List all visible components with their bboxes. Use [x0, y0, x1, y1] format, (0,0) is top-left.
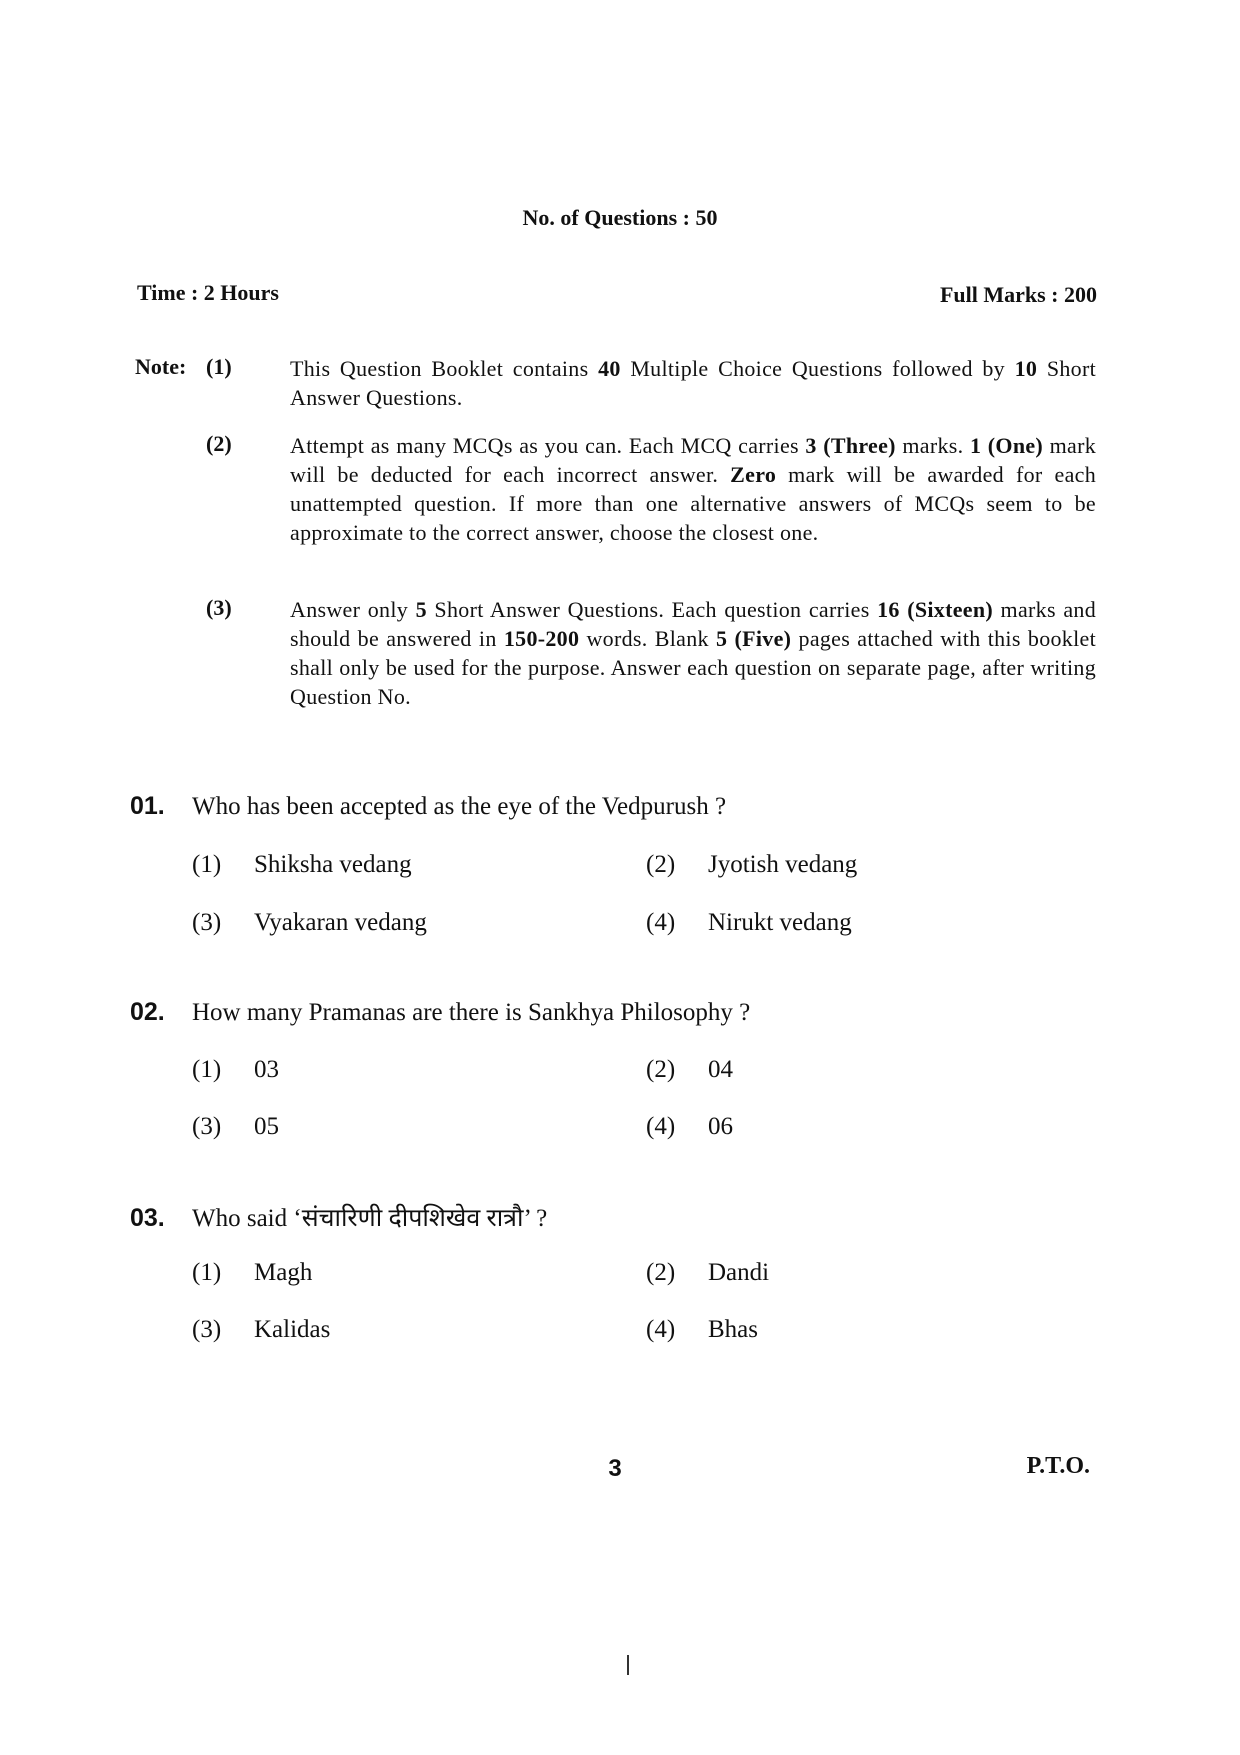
note-text-fragment: Short Answer Questions.	[290, 356, 1096, 410]
question-02	[130, 998, 750, 1027]
option-text: Kalidas	[254, 1316, 331, 1343]
option-number: (3)	[192, 1316, 222, 1343]
question-text: Who said ‘संचारिणी दीपशिखेव रात्रौ’ ?	[192, 1205, 548, 1232]
option-number: (2)	[646, 851, 676, 878]
emphasis-text: 1 (One)	[969, 433, 1044, 458]
q02-option-3	[192, 1113, 279, 1141]
option-number: (1)	[192, 851, 222, 878]
option-number: (4)	[646, 1316, 676, 1343]
option-text: 04	[708, 1056, 733, 1083]
option-number: (2)	[646, 1259, 676, 1286]
note-text-fragment: pages attached with this booklet shall only be used for the purpose. Answer each question on separate page, after writing Question No.	[290, 626, 1096, 709]
emphasis-text: 3 (Three)	[805, 433, 896, 458]
option-text: 06	[708, 1113, 733, 1140]
option-text: 03	[254, 1056, 279, 1083]
note-text-fragment: words. Blank	[579, 626, 717, 651]
note-label: Note:	[135, 354, 187, 379]
option-number: (4)	[646, 909, 676, 936]
emphasis-text: 10	[1014, 356, 1038, 381]
time-allowed: Time : 2 Hours	[137, 280, 279, 305]
note-3-number: (3)	[206, 595, 232, 620]
note-text-fragment: Answer only	[290, 597, 416, 622]
page-divider-mark	[627, 1655, 629, 1675]
option-number: (4)	[646, 1113, 676, 1140]
option-number: (3)	[192, 1113, 222, 1140]
note-text-fragment: Short Answer Questions. Each question carries	[426, 597, 878, 622]
note-text-fragment: marks.	[895, 433, 970, 458]
note-text-fragment: Multiple Choice Questions followed by	[620, 356, 1015, 381]
please-turn-over: P.T.O.	[1026, 1453, 1090, 1479]
question-text: Who has been accepted as the eye of the Vedpurush ?	[192, 793, 727, 820]
option-text: Magh	[254, 1259, 313, 1286]
question-number: 02.	[130, 998, 165, 1026]
option-text: Jyotish vedang	[708, 851, 858, 878]
option-number: (1)	[192, 1259, 222, 1286]
question-01	[130, 792, 726, 821]
emphasis-text: 5	[415, 597, 427, 622]
option-number: (3)	[192, 909, 222, 936]
q01-option-2	[646, 851, 857, 879]
note-text-fragment: Attempt as many MCQs as you can. Each MCQ carries	[290, 433, 806, 458]
option-text: 05	[254, 1113, 279, 1140]
option-text: Shiksha vedang	[254, 851, 412, 878]
emphasis-text: Zero	[730, 462, 777, 487]
full-marks: Full Marks : 200	[939, 282, 1097, 307]
option-text: Bhas	[708, 1316, 758, 1343]
q01-option-4	[646, 909, 852, 937]
q02-option-1	[192, 1056, 279, 1084]
option-text: Nirukt vedang	[708, 909, 852, 936]
note-2-number: (2)	[206, 431, 232, 456]
note-1-number: (1)	[206, 354, 232, 379]
note-text-fragment: mark will be awarded for each unattempted question. If more than one alternative answers of MCQs seem to be approximate to the correct answer, choose the closest one.	[290, 462, 1096, 545]
note-1-text	[290, 354, 1096, 412]
emphasis-text: 16 (Sixteen)	[877, 597, 994, 622]
option-number: (2)	[646, 1056, 676, 1083]
page-number: 3	[608, 1455, 622, 1482]
question-number: 03.	[130, 1204, 165, 1232]
note-text-fragment: This Question Booklet contains	[290, 356, 599, 381]
q01-option-3	[192, 909, 427, 937]
q03-option-1	[192, 1259, 312, 1287]
number-of-questions: No. of Questions : 50	[522, 205, 718, 230]
note-2-text	[290, 431, 1096, 547]
note-text-fragment: marks and should be answered in	[290, 597, 1096, 651]
note-3-text	[290, 595, 1096, 711]
option-text: Vyakaran vedang	[254, 909, 427, 936]
option-number: (1)	[192, 1056, 222, 1083]
q03-option-3	[192, 1316, 330, 1344]
q02-option-2	[646, 1056, 733, 1084]
q02-option-4	[646, 1113, 733, 1141]
q01-option-1	[192, 851, 412, 879]
emphasis-text: 40	[598, 356, 621, 381]
option-text: Dandi	[708, 1259, 770, 1286]
q03-option-4	[646, 1316, 758, 1344]
question-03	[130, 1200, 547, 1234]
emphasis-text: 150-200	[503, 626, 580, 651]
question-number: 01.	[130, 792, 165, 820]
emphasis-text: 5 (Five)	[716, 626, 792, 651]
q03-option-2	[646, 1259, 769, 1287]
question-text: How many Pramanas are there is Sankhya Philosophy ?	[192, 999, 751, 1026]
note-text-fragment: mark will be deducted for each incorrect answer.	[290, 433, 1096, 487]
